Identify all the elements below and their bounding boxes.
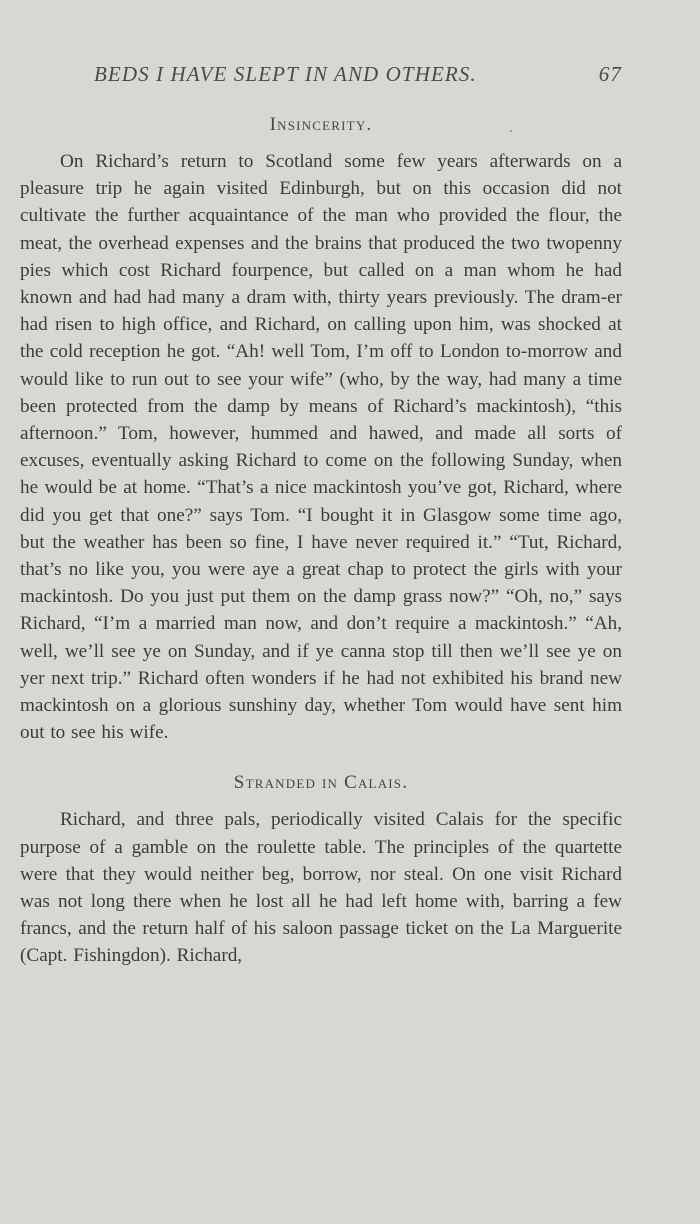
page-number: 67 xyxy=(598,62,622,86)
section-heading: Stranded in Calais. xyxy=(233,772,409,794)
section-stranded-in-calais xyxy=(20,772,622,969)
print-speck xyxy=(510,130,512,132)
section-paragraph: On Richard’s return to Scotland some few years afterwards on a pleasure trip he again visited Edinburgh, but on this occasion did not cultivate the further acquaintance of the man who provided the flour, the meat, the overhead expenses and the brains that produced the two twopenny pies which cost Richard fourpence, but called on a man whom he had known and had had many a dram with, thirty years previously. The dram-er had risen to high office, and Richard, on calling upon him, was shocked at the cold reception he got. “Ah! well Tom, I’m off to London to-morrow and would like to run out to see your wife” (who, by the way, had many a time been protected from the damp by means of Richard’s mackintosh), “this afternoon.” Tom, however, hummed and hawed, and made all sorts of excuses, eventually asking Richard to come on the following Sunday, when he would be at home. “That’s a nice mackintosh you’ve got, Richard, where did you get that one?” says Tom. “I bought it in Glasgow some time ago, but the weather has been so fine, I have never required it.” “Tut, Richard, that’s no like you, you were aye a great chap to protect the girls with your mackintosh. Do you just put them on the damp grass now?” “Oh, no,” says Richard, “I’m a married man now, and don’t require a mackintosh.” “Ah, well, we’ll see ye on Sunday, and if ye canna stop till then we’ll see ye on yer next trip.” Richard often wonders if he had not exhibited his brand new mackintosh on a glorious sunshiny day, whether Tom would have sent him out to see his wife. xyxy=(20,151,622,744)
running-title: BEDS I HAVE SLEPT IN AND OTHERS. xyxy=(94,62,477,86)
section-paragraph: Richard, and three pals, periodically visited Calais for the specific purpose of a gamble on the roulette table. The principles of the quartette were that they would neither beg, borrow, nor steal. On one visit Richard was not long there when he lost all he had left home with, barring a few francs, and the return half of his saloon passage ticket on the La Marguerite (Capt. Fishingdon). Richard, xyxy=(20,809,622,967)
section-heading: Insincerity. xyxy=(269,114,373,135)
section-insincerity xyxy=(20,114,622,746)
running-header xyxy=(20,62,622,92)
